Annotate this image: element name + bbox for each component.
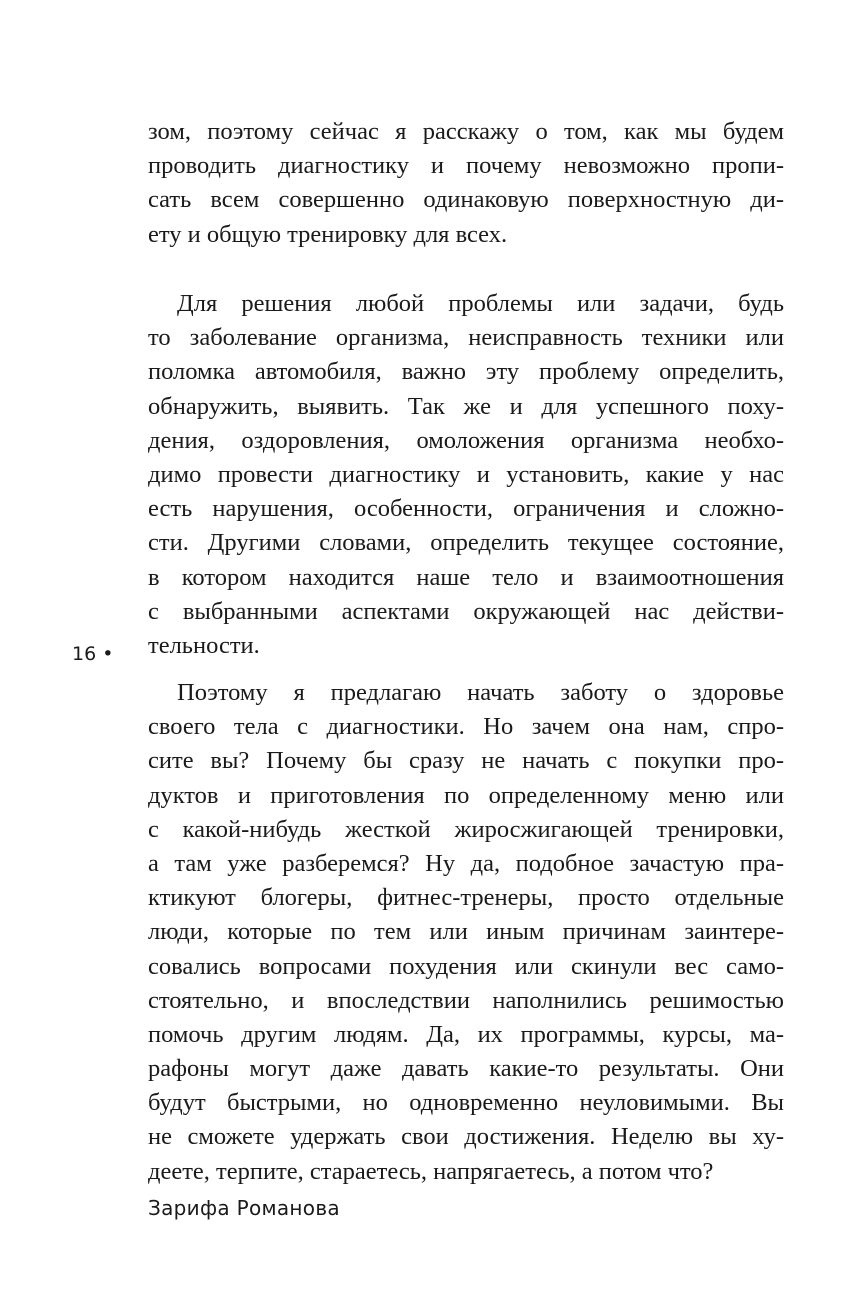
text-line: сите вы? Почему бы сразу не начать с покупки про-: [148, 747, 784, 775]
text-line: Поэтому я предлагаю начать заботу о здоровье: [177, 679, 784, 706]
text-line: стоятельно, и впоследствии наполнились решимостью: [148, 986, 784, 1014]
text-line: с выбранными аспектами окружающей нас действи-: [148, 597, 784, 625]
text-line: тельности.: [148, 631, 260, 659]
text-line: дуктов и приготовления по определенному меню или: [148, 781, 784, 809]
text-line: совались вопросами похудения или скинули вес само-: [148, 952, 784, 980]
text-line: рафоны могут даже давать какие-то результаты. Они: [148, 1055, 784, 1083]
text-line: своего тела с диагностики. Но зачем она нам, спро-: [148, 713, 784, 741]
text-line: а там уже разберемся? Ну да, подобное зачастую пра-: [148, 849, 784, 877]
text-line: то заболевание организма, неисправность техники или: [148, 324, 784, 352]
text-line: обнаружить, выявить. Так же и для успешного поху-: [148, 392, 784, 420]
paragraph-continuation: [148, 115, 784, 252]
text-line: сать всем совершенно одинаковую поверхностную ди-: [148, 186, 784, 214]
paragraph-diagnostics: [148, 287, 784, 663]
paragraph-why-diagnostics: [148, 676, 784, 1189]
page-number: 16 •: [72, 643, 114, 665]
text-line: ету и общую тренировку для всех.: [148, 220, 508, 248]
text-line: не сможете удержать свои достижения. Неделю вы ху-: [148, 1123, 784, 1151]
text-line: Для решения любой проблемы или задачи, будь: [177, 290, 784, 317]
text-line: помочь другим людям. Да, их программы, курсы, ма-: [148, 1020, 784, 1048]
text-line: сти. Другими словами, определить текущее состояние,: [148, 529, 784, 557]
footer-author: Зарифа Романова: [148, 1196, 340, 1220]
text-line: в котором находится наше тело и взаимоотношения: [148, 563, 784, 591]
text-line: с какой-нибудь жесткой жиросжигающей тренировки,: [148, 815, 784, 843]
text-line: ктикуют блогеры, фитнес-тренеры, просто отдельные: [148, 884, 784, 912]
text-line: зом, поэтому сейчас я расскажу о том, как мы будем: [148, 118, 784, 145]
text-line: димо провести диагностику и установить, какие у нас: [148, 460, 784, 488]
text-line: дения, оздоровления, омоложения организма необхо-: [148, 426, 784, 454]
text-line: проводить диагностику и почему невозможно пропи-: [148, 152, 784, 180]
text-line: будут быстрыми, но одновременно неуловимыми. Вы: [148, 1089, 784, 1117]
text-line: деете, терпите, стараетесь, напрягаетесь, а потом что?: [148, 1157, 714, 1185]
text-line: поломка автомобиля, важно эту проблему определить,: [148, 358, 784, 386]
text-line: есть нарушения, особенности, ограничения и сложно-: [148, 495, 784, 523]
text-line: люди, которые по тем или иным причинам заинтере-: [148, 918, 784, 946]
